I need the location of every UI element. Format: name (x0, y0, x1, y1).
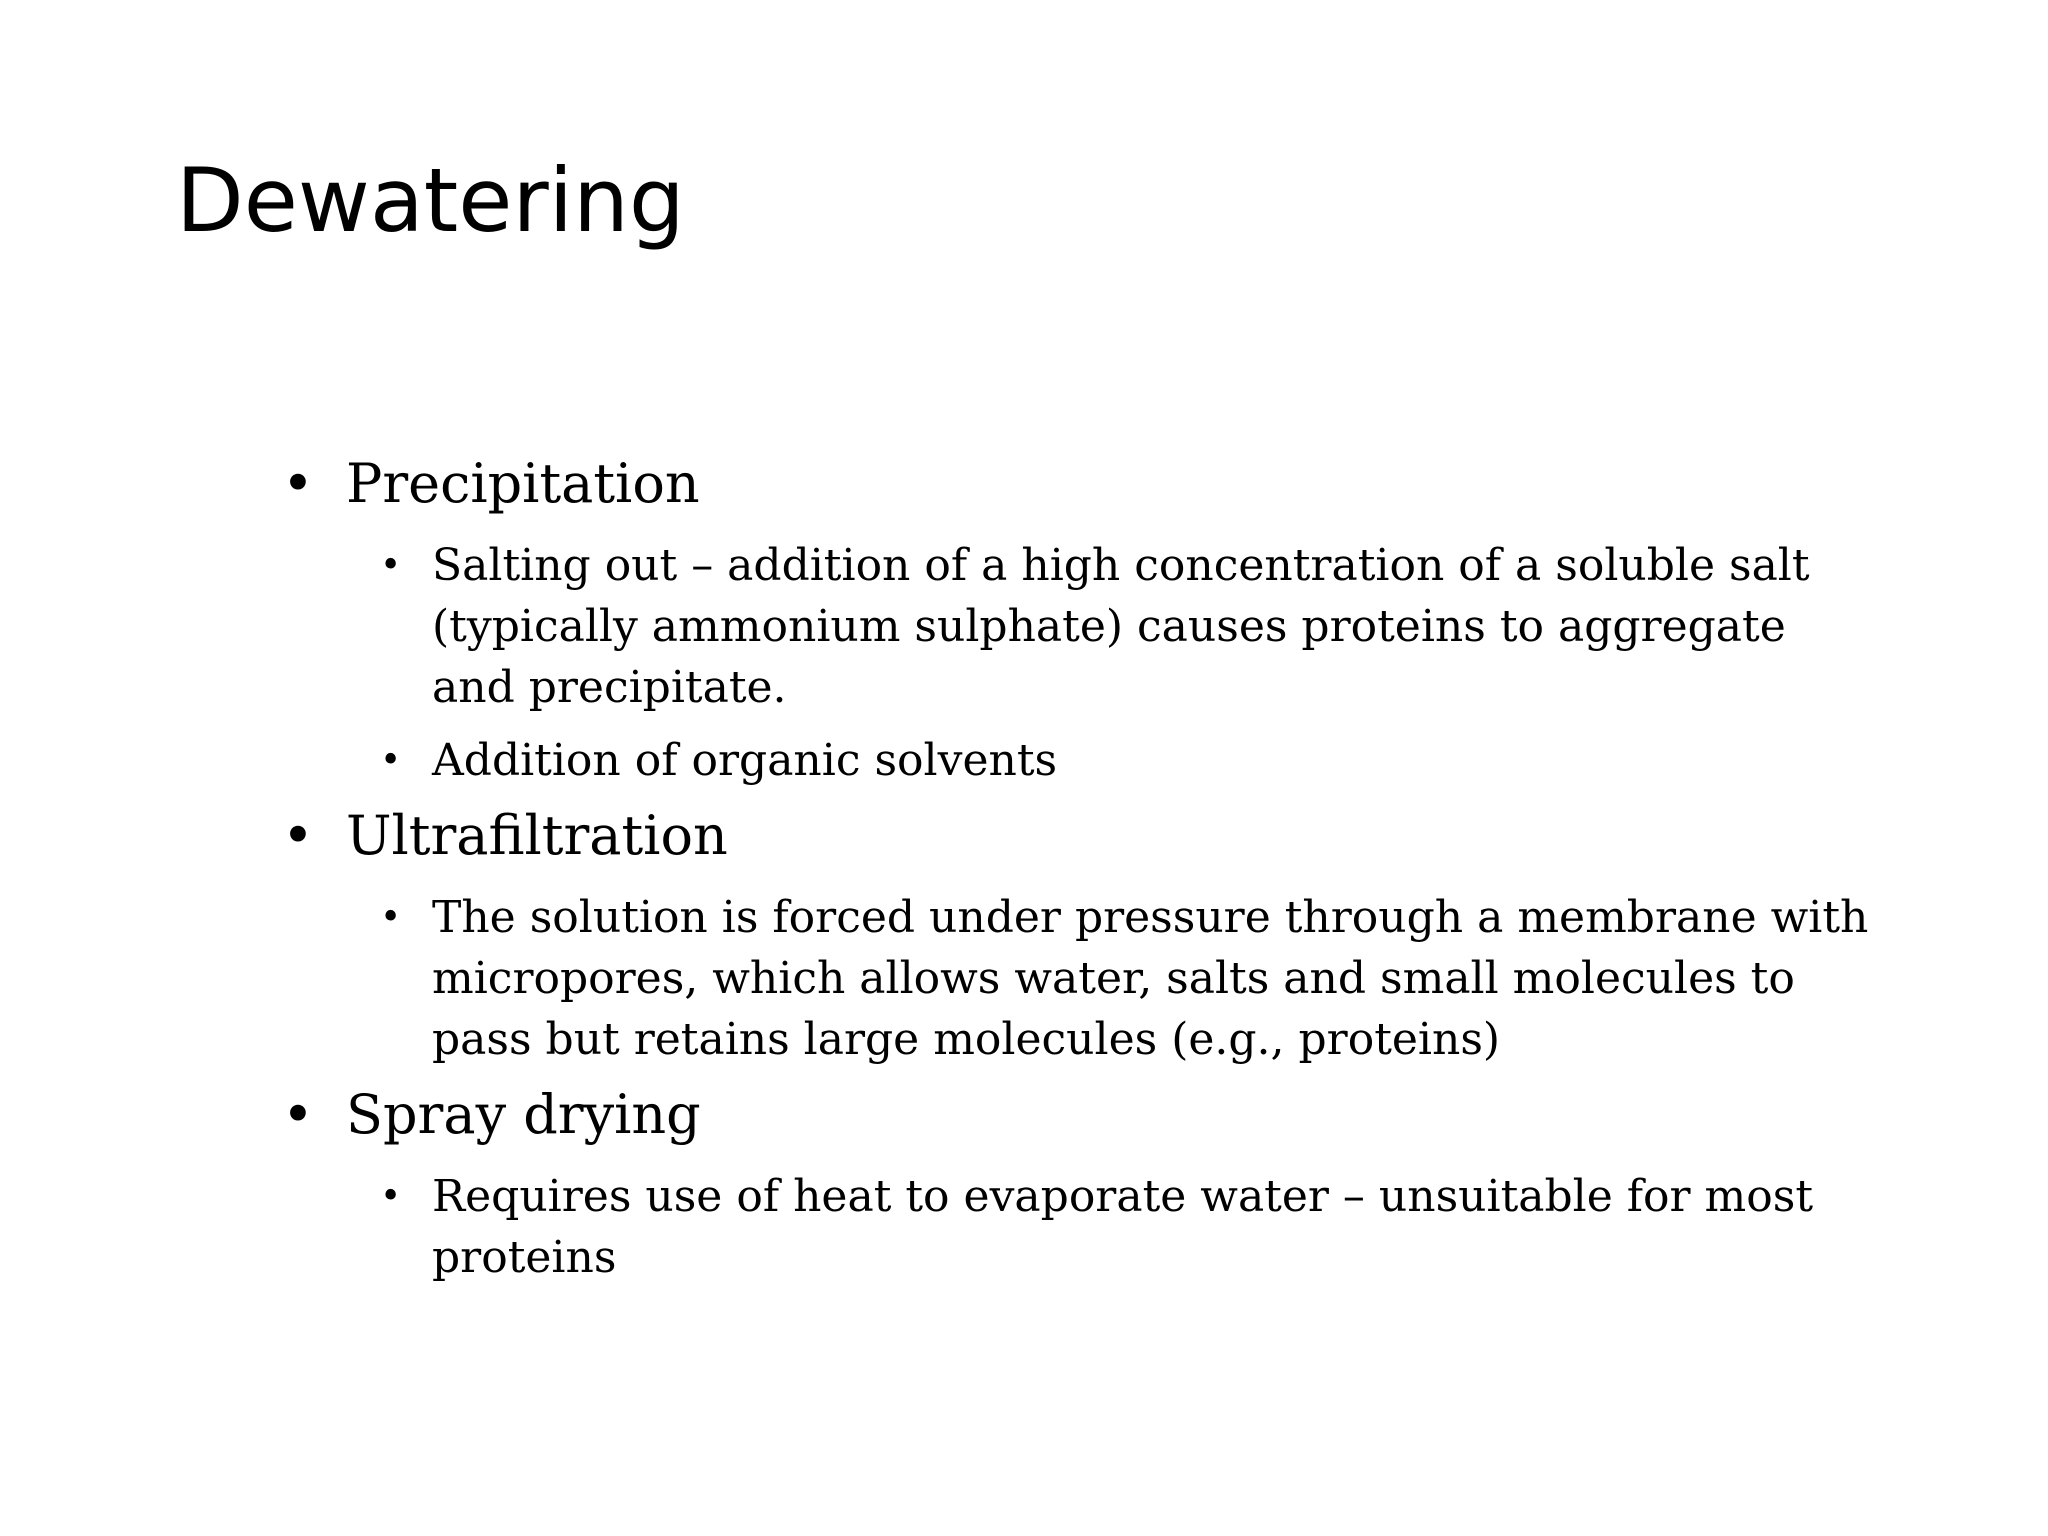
bullet-text: Spray drying (346, 1083, 701, 1146)
slide-title: Dewatering (176, 149, 685, 252)
bullet-item-spray-drying (0, 1076, 2048, 1154)
bullet-icon: • (282, 452, 314, 515)
sub-bullet-text: Salting out – addition of a high concentration of a soluble salt (typically ammonium sulphate) causes proteins to aggregate and precipitate. (432, 540, 1810, 713)
bullet-text: Ultrafiltration (346, 804, 728, 867)
sub-bullet-item (0, 535, 1872, 718)
sub-bullet-text: Requires use of heat to evaporate water – unsuitable for most proteins (432, 1171, 1814, 1283)
bullet-icon: • (380, 545, 402, 586)
bullet-item-precipitation (0, 445, 2048, 523)
sub-bullet-item (0, 730, 1872, 791)
sub-bullet-item (0, 887, 1872, 1070)
bullet-item-ultrafiltration (0, 797, 2048, 875)
bullet-icon: • (380, 740, 402, 781)
sub-bullet-item (0, 1166, 1872, 1288)
bullet-icon: • (282, 804, 314, 867)
sub-bullet-text: Addition of organic solvents (432, 735, 1058, 786)
bullet-icon: • (282, 1083, 314, 1146)
bullet-text: Precipitation (346, 452, 700, 515)
bullet-icon: • (380, 897, 402, 938)
bullet-icon: • (380, 1176, 402, 1217)
sub-bullet-text: The solution is forced under pressure through a membrane with micropores, which allows water, salts and small molecules to pass but retains large molecules (e.g., proteins) (432, 892, 1869, 1065)
bullet-list (0, 445, 2048, 1288)
